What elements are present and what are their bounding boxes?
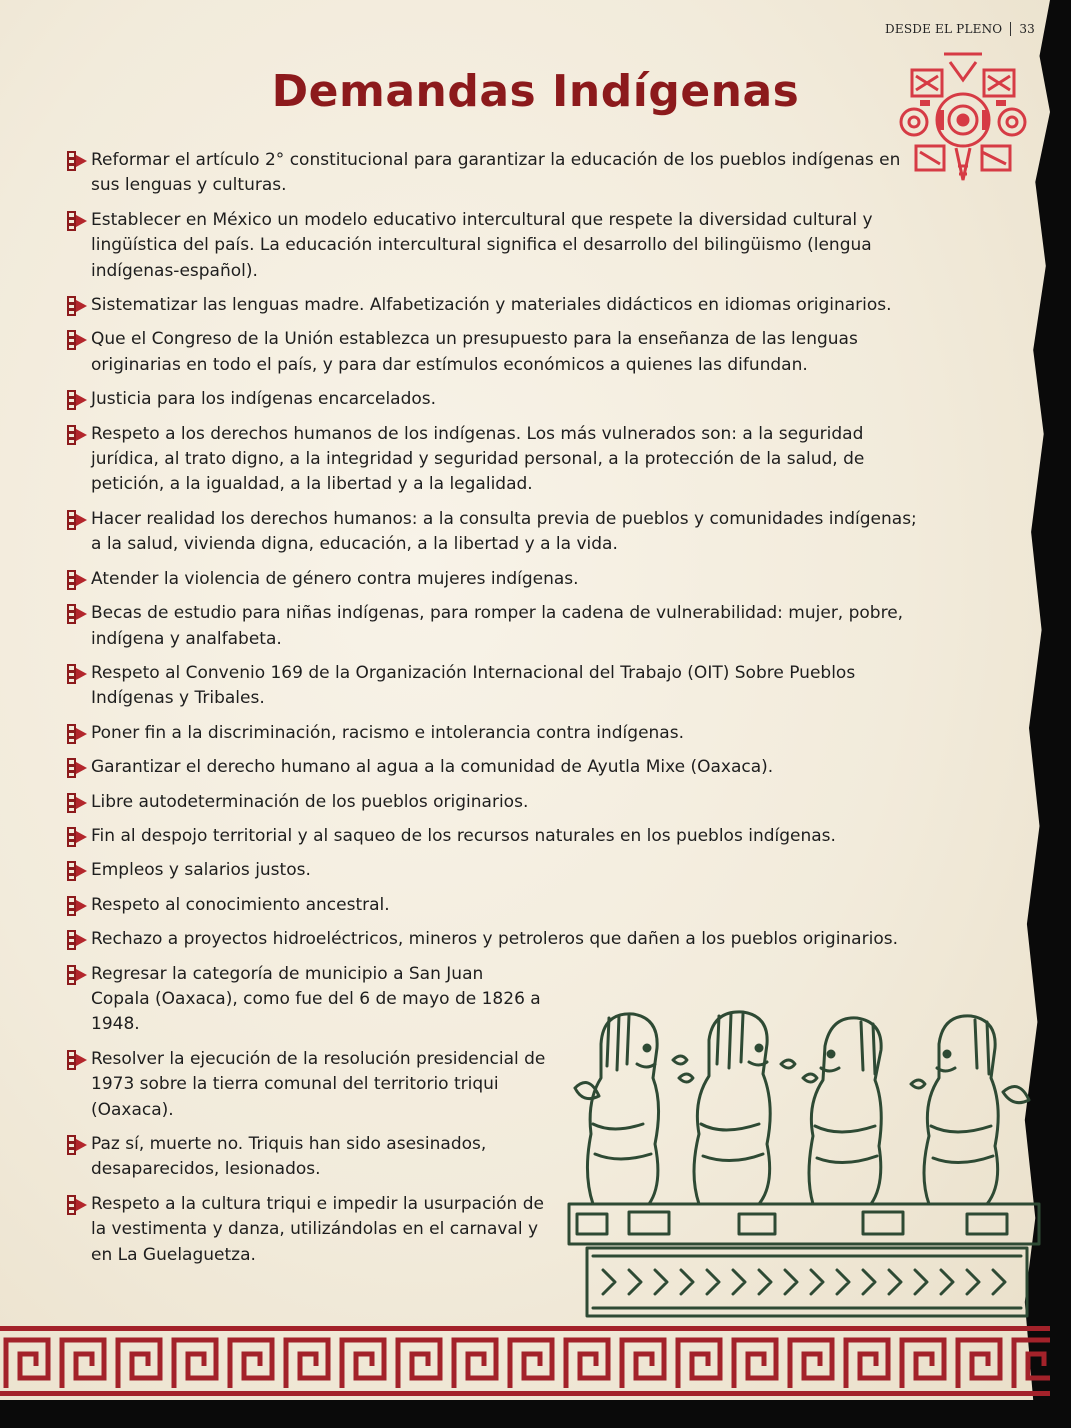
glyph-bullet-icon [66, 723, 88, 745]
glyph-bullet-icon [66, 895, 88, 917]
demand-item [66, 327, 923, 378]
glyph-bullet-icon [66, 424, 88, 446]
demand-text: Reformar el artículo 2° constitucional para garantizar la educación de los pueblos indígenas en sus lenguas y culturas. [91, 150, 901, 196]
demand-text: Hacer realidad los derechos humanos: a la consulta previa de pueblos y comunidades indígenas; a la salud, vivienda digna, educación, a la libertad y a la vida. [91, 508, 917, 555]
glyph-bullet-icon [66, 860, 88, 882]
demand-item [66, 387, 923, 412]
glyph-bullet-icon [66, 389, 88, 411]
demand-text: Garantizar el derecho humano al agua a la comunidad de Ayutla Mixe (Oaxaca). [91, 757, 774, 778]
demand-item [66, 507, 923, 558]
demand-item [66, 293, 923, 318]
demand-text: Poner fin a la discriminación, racismo e intolerancia contra indígenas. [91, 722, 684, 743]
header-divider [1010, 22, 1011, 36]
glyph-bullet-icon [66, 1049, 88, 1071]
glyph-bullet-icon [66, 826, 88, 848]
demand-item [66, 721, 923, 746]
demand-text: Resolver la ejecución de la resolución presidencial de 1973 sobre la tierra comunal del territorio triqui (Oaxaca). [91, 1048, 546, 1120]
glyph-bullet-icon [66, 210, 88, 232]
glyph-bullet-icon [66, 509, 88, 531]
demand-text: Fin al despojo territorial y al saqueo de los recursos naturales en los pueblos indígenas. [91, 825, 836, 846]
greek-key-border [0, 1326, 1050, 1396]
page-title: Demandas Indígenas [271, 66, 800, 117]
glyph-bullet-icon [66, 757, 88, 779]
page-number: 33 [1019, 22, 1035, 36]
demand-item [66, 962, 546, 1038]
demand-item [66, 927, 923, 952]
glyph-bullet-icon [66, 663, 88, 685]
glyph-bullet-icon [66, 329, 88, 351]
demand-item [66, 824, 923, 849]
glyph-bullet-icon [66, 792, 88, 814]
demand-text: Respeto al Convenio 169 de la Organización Internacional del Trabajo (OIT) Sobre Pueblos Indígenas y Tribales. [91, 662, 856, 709]
demand-item [66, 422, 923, 498]
glyph-bullet-icon [66, 150, 88, 172]
demand-item [66, 661, 923, 712]
demand-text: Atender la violencia de género contra mujeres indígenas. [91, 568, 579, 589]
demand-text: Respeto a la cultura triqui e impedir la usurpación de la vestimenta y danza, utilizándolas en el carnaval y en La Guelaguetza. [91, 1193, 544, 1265]
seated-figures-illustration [563, 1004, 1045, 1324]
demand-item [66, 1192, 546, 1268]
section-name: DESDE EL PLENO [885, 22, 1003, 36]
demand-text: Empleos y salarios justos. [91, 860, 311, 881]
demand-text: Regresar la categoría de municipio a San Juan Copala (Oaxaca), como fue del 6 de mayo de 1826 a 1948. [91, 963, 541, 1035]
demand-text: Establecer en México un modelo educativo intercultural que respete la diversidad cultural y lingüística del país. La educación intercultural significa el desarrollo del bilingüismo (lengua indígenas-español). [91, 209, 873, 281]
demand-item [66, 858, 923, 883]
demand-text: Libre autodeterminación de los pueblos originarios. [91, 791, 529, 812]
demand-item [66, 1132, 546, 1183]
demand-item [66, 601, 923, 652]
demand-item [66, 1047, 546, 1123]
demand-text: Respeto al conocimiento ancestral. [91, 894, 390, 915]
demand-text: Justicia para los indígenas encarcelados. [91, 389, 437, 410]
demand-text: Sistematizar las lenguas madre. Alfabetización y materiales didácticos en idiomas originarios. [91, 295, 892, 316]
glyph-bullet-icon [66, 603, 88, 625]
demand-text: Respeto a los derechos humanos de los indígenas. Los más vulnerados son: a la seguridad jurídica, al trato digno, a la integridad y seguridad personal, a la protección de la salud, de petición, a la igualdad, a la libertad y a la legalidad. [91, 423, 865, 495]
demand-item [66, 148, 923, 199]
glyph-bullet-icon [66, 295, 88, 317]
glyph-bullet-icon [66, 1194, 88, 1216]
demand-item [66, 567, 923, 592]
demand-text: Que el Congreso de la Unión establezca un presupuesto para la enseñanza de las lenguas originarias en todo el país, y para dar estímulos económicos a quienes las difundan. [91, 329, 858, 375]
demand-item [66, 755, 923, 780]
demand-item [66, 790, 923, 815]
glyph-bullet-icon [66, 964, 88, 986]
demand-text: Paz sí, muerte no. Triquis han sido asesinados, desaparecidos, lesionados. [91, 1134, 487, 1180]
demand-item [66, 893, 923, 918]
demand-text: Rechazo a proyectos hidroeléctricos, mineros y petroleros que dañen a los pueblos originarios. [91, 929, 898, 950]
glyph-bullet-icon [66, 1134, 88, 1156]
glyph-bullet-icon [66, 569, 88, 591]
glyph-bullet-icon [66, 929, 88, 951]
demand-item [66, 208, 923, 284]
running-header [885, 22, 1035, 36]
demand-text: Becas de estudio para niñas indígenas, para romper la cadena de vulnerabilidad: mujer, pobre, indígena y analfabeta. [91, 603, 904, 649]
